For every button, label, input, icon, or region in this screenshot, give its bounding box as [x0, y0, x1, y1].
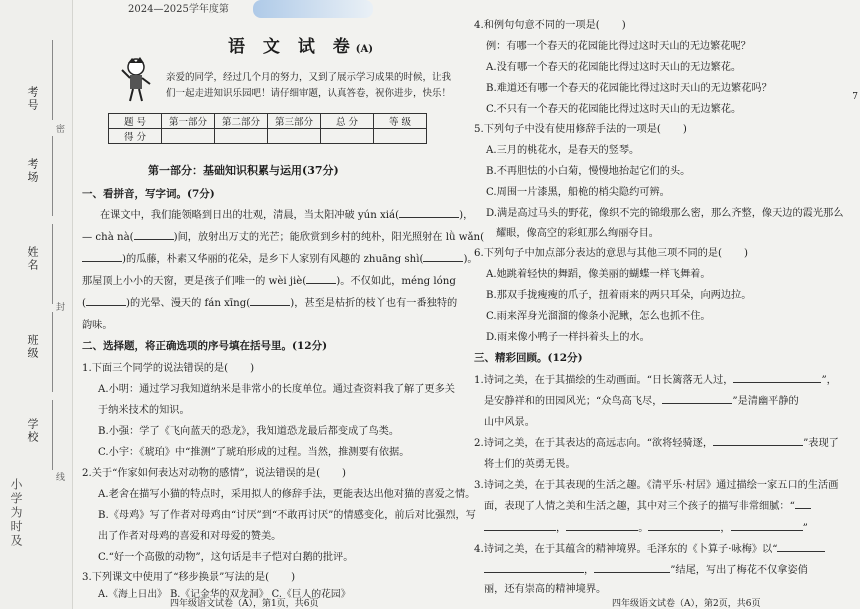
pinyin-line: ( )的光晕、漫天的 fán xīng( )，甚至是枯折的枝丫也有一番独特的: [82, 298, 458, 309]
poem-question-3-cont: 面，表现了人情之美和生活之趣，其中对三个孩子的描写非常细腻：“: [484, 497, 811, 512]
answer-line: [52, 224, 53, 304]
question-3: 3.下列课文中使用了“移步换景”写法的是( ): [82, 572, 296, 583]
answer-blank[interactable]: [733, 382, 821, 383]
table-cell: 等 级: [374, 114, 427, 129]
poem-question-1-end: 山中风景。: [484, 417, 535, 428]
poem-question-3-blanks: ， 。 ， ”: [484, 519, 808, 534]
option-1c: C.小宇：《琥珀》中“推测”了琥珀形成的过程。当然，推测要有依据。: [98, 447, 410, 458]
glare: [253, 0, 373, 18]
answer-blank[interactable]: [250, 305, 290, 306]
option-2b: B.《母鸡》写了作者对母鸡由“讨厌”到“不敢再讨厌”的情感变化，前后对比强烈，写: [98, 510, 476, 521]
option-1a-cont: 于纳米技术的知识。: [98, 405, 190, 416]
option-5d: D.满是高过马头的野花，像织不完的锦缎那么密，那么齐整，像天边的霞光那么: [486, 208, 844, 219]
poem-question-2-end: 将士们的英勇无畏。: [484, 459, 576, 470]
answer-blank[interactable]: [795, 508, 811, 509]
option-6c: C.雨来浑身光溜溜的像条小泥鳅，怎么也抓不住。: [486, 311, 711, 322]
table-row: [109, 129, 427, 144]
seal-mark-mi: 密: [56, 125, 66, 135]
question-1: 1.下面三个同学的说法错误的是( ): [82, 363, 255, 374]
cartoon-boy-icon: [118, 56, 154, 102]
poem-question-1: 1.诗词之美，在于其描绘的生动画面。“日长篱落无人过， ”，: [474, 375, 837, 386]
option-2a: A.老舍在描写小猫的特点时，采用拟人的修辞手法，更能表达出他对猫的喜爱之情。: [98, 489, 476, 500]
binding-strip: [0, 0, 73, 609]
edition-label: (A): [355, 44, 373, 55]
class-label: 班级: [26, 334, 39, 360]
score-cell[interactable]: [374, 129, 427, 144]
answer-blank[interactable]: [134, 239, 174, 240]
footer-page-1: 四年级语文试卷（A），第1页，共6页: [170, 599, 319, 609]
answer-blank[interactable]: [82, 261, 122, 262]
option-6d: D.雨来像小鸭子一样抖着头上的水。: [486, 332, 650, 343]
left-page: [78, 0, 485, 609]
answer-line: [52, 312, 53, 392]
option-2b-cont: 出了作者对母鸡的喜爱和对母爱的赞美。: [98, 531, 282, 542]
question-4-example: 例：有哪一个春天的花园能比得过这时天山的无边繁花呢？: [486, 41, 751, 52]
seal-mark-xian: 线: [56, 473, 66, 483]
option-2c: C.“好一个高傲的动物”，这句话是丰子恺对白鹅的批评。: [98, 552, 354, 563]
score-cell[interactable]: [268, 129, 321, 144]
option-4b: B.难道还有哪一个春天的花园能比得过这时天山的无边繁花吗？: [486, 83, 772, 94]
score-table: [108, 113, 427, 144]
poem-question-1-cont: 是安静祥和的田园风光；“众鸟高飞尽， ”是清幽平静的: [484, 396, 799, 407]
score-cell[interactable]: [321, 129, 374, 144]
poem-question-4: 4.诗词之美，在于其蕴含的精神境界。毛泽东的《卜算子·咏梅》以“: [474, 540, 825, 555]
score-cell[interactable]: [215, 129, 268, 144]
answer-blank[interactable]: [713, 445, 803, 446]
question-6: 6.下列句子中加点部分表达的意思与其他三项不同的是( ): [474, 248, 748, 259]
poem-question-4-end: 丽，还有崇高的精神境界。: [484, 584, 607, 595]
question-4: 4.和例句句意不同的一项是( ): [474, 20, 626, 31]
school-label: 学校: [26, 418, 39, 444]
year-header: 2024—2025学年度第: [128, 4, 229, 15]
table-cell: 题 号: [109, 114, 162, 129]
pinyin-line: 那屋顶上小小的天窗，更是孩子们唯一的 wèi jiè( )。不仅如此，méng lóng: [82, 276, 456, 287]
question-3-options: A.《海上日出》 B.《记金华的双龙洞》 C.《巨人的花园》: [98, 589, 351, 600]
section-two-heading: 二、选择题，将正确选项的序号填在括号里。(12分): [82, 340, 328, 352]
answer-blank[interactable]: [648, 530, 720, 531]
footer-page-2: 四年级语文试卷（A），第2页，共6页: [612, 599, 761, 609]
table-row: [109, 114, 427, 129]
option-4a: A.没有哪一个春天的花园能比得过这时天山的无边繁花。: [486, 62, 742, 73]
pinyin-line: — chà nà( )间，放射出万丈的光芒；能欣赏到乡村的纯朴，阳光照射在 lǜ wǎn(: [82, 232, 485, 243]
answer-blank[interactable]: [484, 572, 584, 573]
section-three-heading: 三、精彩回顾。(12分): [474, 352, 583, 364]
answer-blank[interactable]: [662, 403, 732, 404]
section-one-heading: 一、看拼音，写字词。(7分): [82, 188, 215, 200]
option-5c: C.周围一片漆黑，船桅的梢尖隐约可辨。: [486, 187, 670, 198]
answer-blank[interactable]: [594, 572, 670, 573]
table-cell: 得 分: [109, 129, 162, 144]
option-5b: B.不再胆怯的小白菊，慢慢地抬起它们的头。: [486, 166, 691, 177]
part-one-heading: 第一部分：基础知识积累与运用(37分): [148, 164, 339, 177]
answer-line: [52, 400, 53, 470]
answer-blank[interactable]: [86, 305, 126, 306]
stamp-text: 小学为时及: [9, 478, 23, 548]
option-1a: A.小明：通过学习我知道纳米是非常小的长度单位。通过查资料我了解了更多关: [98, 384, 455, 395]
name-label: 姓名: [26, 246, 39, 272]
pinyin-line: 韵味。: [82, 320, 113, 331]
pinyin-line: )的瓜藤，朴素又华丽的花朵，是乡下人家别有风趣的 zhuāng shì( )。: [82, 250, 478, 265]
question-5: 5.下列句子中没有使用修辞手法的一项是( ): [474, 124, 687, 135]
option-5d-cont: 耀眼，像高空的彩虹那么绚丽夺目。: [496, 228, 659, 239]
intro-text: 亲爱的同学，经过几个月的努力，又到了展示学习成果的时候，让我们一起走进知识乐园吧！请仔细审题，认真答卷，祝你进步，快乐！: [166, 72, 452, 99]
pinyin-line: 在课文中，我们能领略到日出的壮观，清晨，当太阳冲破 yún xiá( )，: [100, 210, 474, 221]
exam-number-label: 考号: [26, 86, 39, 112]
option-6a: A.她跳着轻快的舞蹈，像美丽的蝴蝶一样飞舞着。: [486, 269, 711, 280]
answer-line: [52, 40, 53, 120]
option-1b: B.小强：学了《飞向蓝天的恐龙》，我知道恐龙最后都变成了鸟类。: [98, 426, 400, 437]
question-2: 2.关于“作家如何表达对动物的感情”，说法错误的是( ): [82, 468, 347, 479]
poem-question-3: 3.诗词之美，在于其表现的生活之趣。《清平乐·村居》通过描绘一家五口的生活画: [474, 480, 839, 491]
exam-room-label: 考场: [26, 158, 39, 184]
right-page: [474, 10, 846, 600]
table-cell: 第二部分: [215, 114, 268, 129]
answer-blank[interactable]: [423, 261, 463, 262]
seal-mark-feng: 封: [56, 303, 66, 313]
option-5a: A.三月的桃花水，是春天的竖琴。: [486, 145, 640, 156]
answer-blank[interactable]: [399, 217, 459, 218]
poem-question-2: 2.诗词之美，在于其表达的高远志向。“欲将轻骑逐， ”表现了: [474, 438, 839, 449]
answer-blank[interactable]: [566, 530, 638, 531]
option-6b: B.那双手拢瘦瘦的爪子，扭着雨来的两只耳朵，向两边拉。: [486, 290, 752, 301]
answer-blank[interactable]: [731, 530, 803, 531]
table-cell: 第一部分: [162, 114, 215, 129]
page-title: 语 文 试 卷(A): [228, 37, 373, 57]
table-cell: 第三部分: [268, 114, 321, 129]
poem-question-4-cont: ， ”结尾，写出了梅花不仅拿姿俏: [484, 561, 808, 576]
answer-blank[interactable]: [306, 283, 336, 284]
option-4c: C.不只有一个春天的花园能比得过这时天山的无边繁花。: [486, 104, 742, 115]
answer-blank[interactable]: [484, 530, 556, 531]
edge-mark: 7: [852, 92, 858, 102]
answer-line: [52, 136, 53, 216]
score-cell[interactable]: [162, 129, 215, 144]
answer-blank[interactable]: [777, 551, 825, 552]
table-cell: 总 分: [321, 114, 374, 129]
